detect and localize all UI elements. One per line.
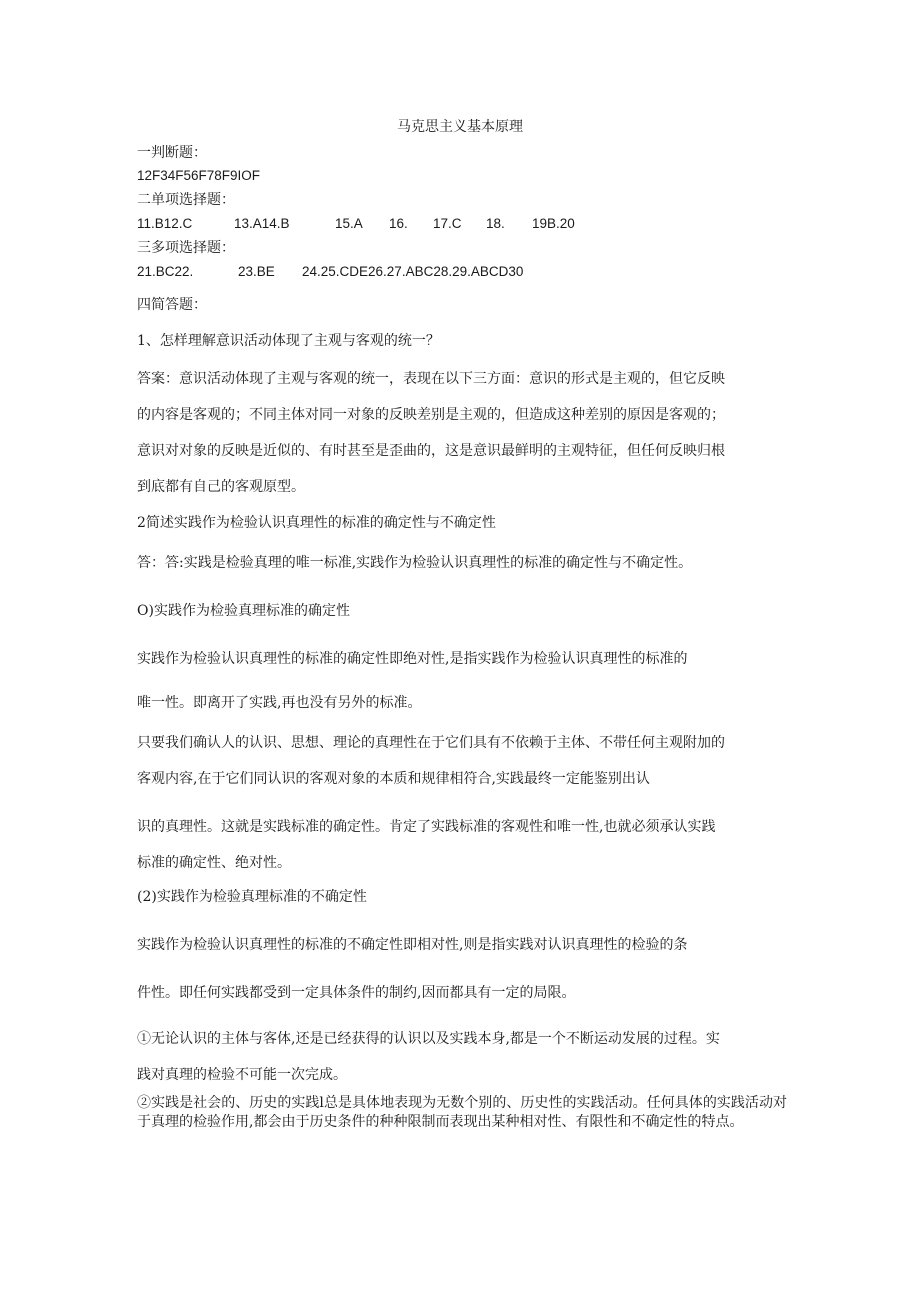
section-heading-true-false: 一判断题： (137, 145, 207, 161)
answer-1-line: 答案：意识活动体现了主观与客观的统一，表现在以下三方面：意识的形式是主观的，但它反映 (137, 371, 725, 387)
single-choice-answer: 19B.20 (532, 216, 575, 231)
single-choice-answer: 15.A (335, 216, 363, 231)
paragraph-line: 实践作为检验认识真理性的标准的不确定性即相对性,则是指实践对认识真理性的检验的条 (137, 937, 688, 953)
paragraph-line: 实践作为检验认识真理性的标准的确定性即绝对性,是指实践作为检验认识真理性的标准的 (137, 651, 688, 667)
answer-1-line: 意识对对象的反映是近似的、有时甚至是歪曲的，这是意识最鲜明的主观特征，但任何反映归根 (137, 443, 725, 459)
answer-1-line: 的内容是客观的；不同主体对同一对象的反映差别是主观的，但造成这种差别的原因是客观的； (137, 407, 725, 423)
single-choice-answer: 11.B12.C (137, 216, 193, 231)
single-choice-answer: 17.C (433, 216, 462, 231)
true-false-answers: 12F34F56F78F9IOF (137, 168, 261, 183)
subheading-certainty: O)实践作为检验真理标准的确定性 (137, 603, 350, 619)
point-2-paragraph: ②实践是社会的、历史的实践l总是具体地表现为无数个别的、历史性的实践活动。任何具体的实践活动对于真理的检验作用,都会由于历史条件的种种限制而表现出某种相对性、有限性和不确定性的特点。 (137, 1095, 787, 1130)
section-heading-single-choice: 二单项选择题： (137, 192, 235, 208)
single-choice-answers (0, 216, 920, 234)
question-1: 1、怎样理解意识活动体现了主观与客观的统一？ (137, 333, 440, 349)
paragraph-line: 识的真理性。这就是实践标准的确定性。肯定了实践标准的客观性和唯一性,也就必须承认实践 (137, 819, 716, 835)
paragraph-line: 只要我们确认人的认识、思想、理论的真理性在于它们具有不依赖于主体、不带任何主观附加的 (137, 735, 725, 751)
paragraph-line: 客观内容,在于它们同认识的客观对象的本质和规律相符合,实践最终一定能鉴别出认 (137, 771, 650, 787)
paragraph-line: 件性。即任何实践都受到一定具体条件的制约,因而都具有一定的局限。 (137, 985, 576, 1001)
multiple-choice-answer: 23.BE (238, 264, 275, 279)
paragraph-line: 唯一性。即离开了实践,再也没有另外的标准。 (137, 695, 422, 711)
point-1-line: 践对真理的检验不可能一次完成。 (137, 1067, 347, 1083)
multiple-choice-answers (0, 264, 920, 282)
question-2: 2简述实践作为检验认识真理性的标准的确定性与不确定性 (137, 515, 496, 531)
subheading-uncertainty: (2)实践作为检验真理标准的不确定性 (137, 889, 367, 905)
multiple-choice-answer: 24.25.CDE26.27.ABC28.29.ABCD30 (302, 264, 524, 279)
answer-2-intro: 答：答:实践是检验真理的唯一标准,实践作为检验认识真理性的标准的确定性与不确定性。 (137, 555, 693, 571)
document-title: 马克思主义基本原理 (397, 119, 523, 135)
paragraph-line: 标准的确定性、绝对性。 (137, 855, 291, 871)
single-choice-answer: 16. (389, 216, 408, 231)
multiple-choice-answer: 21.BC22. (137, 264, 194, 279)
single-choice-answer: 18. (486, 216, 505, 231)
point-1-line: ①无论认识的主体与客体,还是已经获得的认识以及实践本身,都是一个不断运动发展的过程。实 (137, 1031, 720, 1047)
section-heading-short-answer: 四简答题： (137, 297, 207, 313)
section-heading-multiple-choice: 三多项选择题： (137, 240, 235, 256)
answer-1-line: 到底都有自己的客观原型。 (137, 479, 305, 495)
single-choice-answer: 13.A14.B (234, 216, 290, 231)
